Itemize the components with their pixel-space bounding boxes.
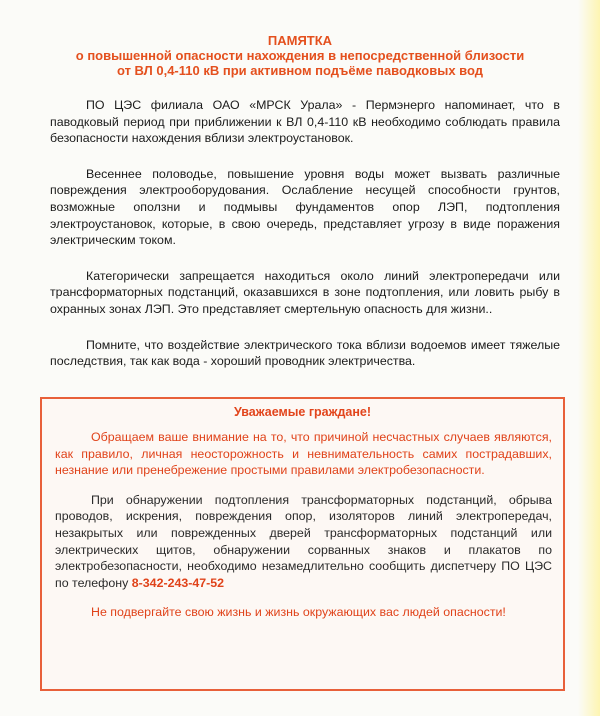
notice-title: Уважаемые граждане! bbox=[233, 405, 372, 419]
memo-subtitle-line1: о повышенной опасности нахождения в непосредственной близости bbox=[75, 48, 525, 63]
paragraph-reminder: ПО ЦЭС филиала ОАО «МРСК Урала» - Пермэнерго напоминает, что в паводковый период при приближении к ВЛ 0,4-110 кВ необходимо соблюдать правила безопасности нахождения вблизи электроустановок. bbox=[50, 98, 560, 146]
notice-paragraph-causes: Обращаем ваше внимание на то, что причиной несчастных случаев являются, как правило, личная неосторожность и невнимательность самих пострадавших, незнание или пренебрежение простыми правилами электробезопасности. bbox=[55, 430, 552, 478]
citizens-notice-box bbox=[40, 397, 565, 691]
notice-report-text: При обнаружении подтопления трансформаторных подстанций, обрыва проводов, искрения, повреждения опор, изоляторов линий электропередач, незакрытых или поврежденных дверей трансформаторных подстанций или электрических щитов, обнаружении сорванных знаков и плакатов по электробезопасности, необходимо незамедлительно сообщить диспетчеру ПО ЦЭС по телефону bbox=[55, 492, 552, 590]
notice-paragraph-report bbox=[55, 492, 552, 592]
memo-subtitle-line2: от ВЛ 0,4-110 кВ при активном подъёме паводковых вод bbox=[116, 63, 484, 78]
notice-paragraph-warning: Не подвергайте свою жизнь и жизнь окружающих вас людей опасности! bbox=[91, 605, 506, 620]
memo-body bbox=[50, 97, 560, 389]
memo-title bbox=[0, 33, 600, 78]
paragraph-flood-damage: Весеннее половодье, повышение уровня воды может вызвать различные повреждения электрооборудования. Ослабление несущей способности грунтов, возможные оползни и подмывы фундаментов опор ЛЭП, подтопления электроустановок, которые, в свою очередь, представляет угрозу в виде поражения электрическим током. bbox=[50, 166, 560, 248]
dispatcher-phone: 8-342-243-47-52 bbox=[131, 575, 225, 590]
scan-edge-tint bbox=[578, 0, 600, 716]
paragraph-prohibition: Категорически запрещается находиться около линий электропередачи или трансформаторных подстанций, оказавшихся в зоне подтопления, или ловить рыбу в охранных зонах ЛЭП. Это представляет смертельную опасность для жизни.. bbox=[50, 268, 560, 316]
paragraph-water-conductor: Помните, что воздействие электрического тока вблизи водоемов имеет тяжелые последствия, так как вода - хороший проводник электричества. bbox=[50, 337, 560, 369]
notice-body bbox=[55, 429, 552, 634]
memo-title-main: ПАМЯТКА bbox=[267, 33, 333, 48]
